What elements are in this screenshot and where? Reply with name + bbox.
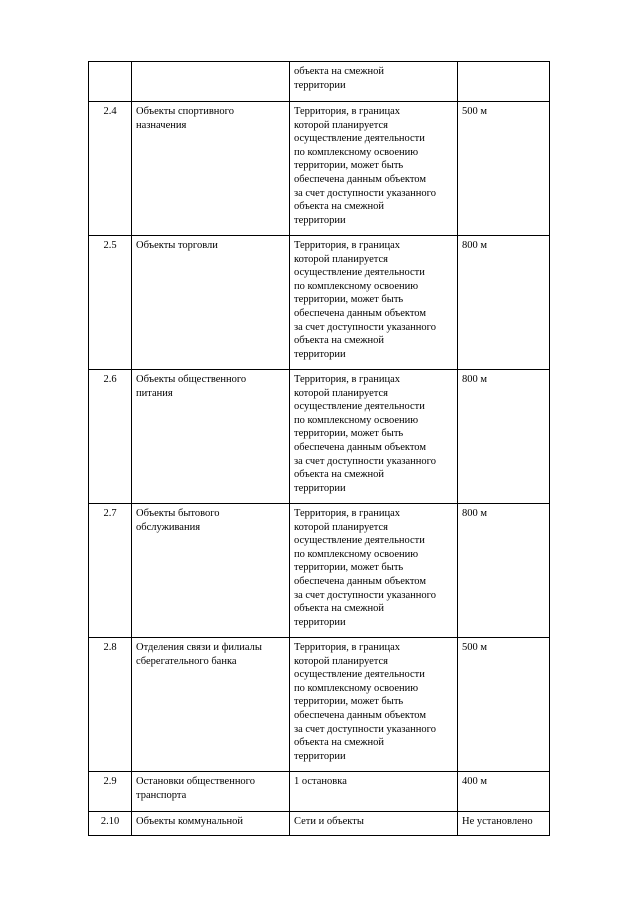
service-zone-line: осуществление деятельности	[294, 535, 425, 547]
table-row	[89, 638, 550, 772]
table-body	[89, 62, 550, 836]
service-zone-line: территории	[294, 616, 346, 628]
service-zone-line: территории	[294, 348, 346, 360]
service-zone-line: территории, может быть	[294, 428, 404, 440]
service-zone-line: за счет доступности указанного	[294, 187, 436, 199]
service-zone	[290, 638, 458, 772]
object-name-line: обслуживания	[136, 521, 201, 533]
service-zone-line: территории, может быть	[294, 294, 404, 306]
service-zone-line: за счет доступности указанного	[294, 589, 436, 601]
accessibility-distance: Не установлено	[458, 812, 550, 836]
requirements-table	[88, 61, 550, 836]
row-number: 2.4	[89, 102, 132, 236]
service-zone-line: за счет доступности указанного	[294, 723, 436, 735]
service-zone-line: территории	[294, 214, 346, 226]
object-name-line: назначения	[136, 119, 187, 131]
table-row	[89, 772, 550, 812]
object-name	[132, 504, 290, 638]
service-zone	[290, 236, 458, 370]
service-zone-line: объекта на смежной	[294, 469, 384, 481]
table-row	[89, 504, 550, 638]
service-zone-line: территории, может быть	[294, 160, 404, 172]
accessibility-distance	[458, 62, 550, 102]
service-zone-line: Сети и объекты	[294, 816, 364, 827]
accessibility-distance: 800 м	[458, 370, 550, 504]
object-name	[132, 62, 290, 102]
object-name	[132, 370, 290, 504]
service-zone-line: Территория, в границах	[294, 106, 401, 117]
service-zone-line: объекта на смежной	[294, 737, 384, 749]
service-zone	[290, 812, 458, 836]
object-name-line: Объекты общественного	[136, 374, 247, 385]
service-zone	[290, 102, 458, 236]
table-row	[89, 370, 550, 504]
table-row	[89, 236, 550, 370]
accessibility-distance: 800 м	[458, 504, 550, 638]
service-zone-line: которой планируется	[294, 655, 388, 667]
service-zone-line: которой планируется	[294, 387, 388, 399]
service-zone-line: которой планируется	[294, 119, 388, 131]
table-row	[89, 62, 550, 102]
object-name	[132, 772, 290, 812]
row-number: 2.5	[89, 236, 132, 370]
service-zone-line: обеспечена данным объектом	[294, 441, 426, 453]
row-number: 2.9	[89, 772, 132, 812]
object-name-line: Объекты спортивного	[136, 106, 234, 117]
object-name-line: Отделения связи и филиалы	[136, 642, 262, 653]
object-name	[132, 102, 290, 236]
object-name-line: транспорта	[136, 789, 187, 801]
object-name-line: Остановки общественного	[136, 776, 255, 787]
service-zone-line: территории	[294, 79, 346, 91]
object-name	[132, 812, 290, 836]
object-name-line: Объекты торговли	[136, 240, 218, 251]
service-zone-line: обеспечена данным объектом	[294, 709, 426, 721]
service-zone-line: за счет доступности указанного	[294, 455, 436, 467]
service-zone-line: Территория, в границах	[294, 642, 401, 653]
table-row	[89, 102, 550, 236]
row-number	[89, 62, 132, 102]
service-zone	[290, 772, 458, 812]
service-zone-line: по комплексному освоению	[294, 682, 419, 694]
service-zone-line: территории, может быть	[294, 696, 404, 708]
row-number: 2.6	[89, 370, 132, 504]
accessibility-distance: 500 м	[458, 102, 550, 236]
object-name-line: питания	[136, 387, 173, 399]
service-zone-line: 1 остановка	[294, 776, 347, 787]
service-zone-line: осуществление деятельности	[294, 669, 425, 681]
accessibility-distance: 500 м	[458, 638, 550, 772]
service-zone-line: территории, может быть	[294, 562, 404, 574]
service-zone-line: осуществление деятельности	[294, 267, 425, 279]
table-row	[89, 812, 550, 836]
row-number: 2.8	[89, 638, 132, 772]
row-number: 2.10	[89, 812, 132, 836]
row-number: 2.7	[89, 504, 132, 638]
service-zone-line: объекта на смежной	[294, 603, 384, 615]
service-zone-line: которой планируется	[294, 521, 388, 533]
accessibility-distance: 400 м	[458, 772, 550, 812]
service-zone-line: по комплексному освоению	[294, 280, 419, 292]
service-zone	[290, 62, 458, 102]
object-name	[132, 236, 290, 370]
service-zone-line: объекта на смежной	[294, 66, 384, 77]
service-zone	[290, 504, 458, 638]
service-zone-line: территории	[294, 750, 346, 762]
service-zone-line: обеспечена данным объектом	[294, 307, 426, 319]
object-name-line: Объекты коммунальной	[136, 816, 244, 827]
service-zone-line: Территория, в границах	[294, 508, 401, 519]
service-zone-line: обеспечена данным объектом	[294, 575, 426, 587]
service-zone-line: осуществление деятельности	[294, 401, 425, 413]
service-zone	[290, 370, 458, 504]
service-zone-line: по комплексному освоению	[294, 414, 419, 426]
service-zone-line: по комплексному освоению	[294, 146, 419, 158]
object-name-line: Объекты бытового	[136, 508, 220, 519]
service-zone-line: по комплексному освоению	[294, 548, 419, 560]
service-zone-line: обеспечена данным объектом	[294, 173, 426, 185]
service-zone-line: территории	[294, 482, 346, 494]
accessibility-distance: 800 м	[458, 236, 550, 370]
service-zone-line: за счет доступности указанного	[294, 321, 436, 333]
service-zone-line: объекта на смежной	[294, 335, 384, 347]
service-zone-line: Территория, в границах	[294, 240, 401, 251]
object-name	[132, 638, 290, 772]
service-zone-line: Территория, в границах	[294, 374, 401, 385]
object-name-line: сберегательного банка	[136, 655, 237, 667]
service-zone-line: осуществление деятельности	[294, 133, 425, 145]
service-zone-line: которой планируется	[294, 253, 388, 265]
service-zone-line: объекта на смежной	[294, 201, 384, 213]
